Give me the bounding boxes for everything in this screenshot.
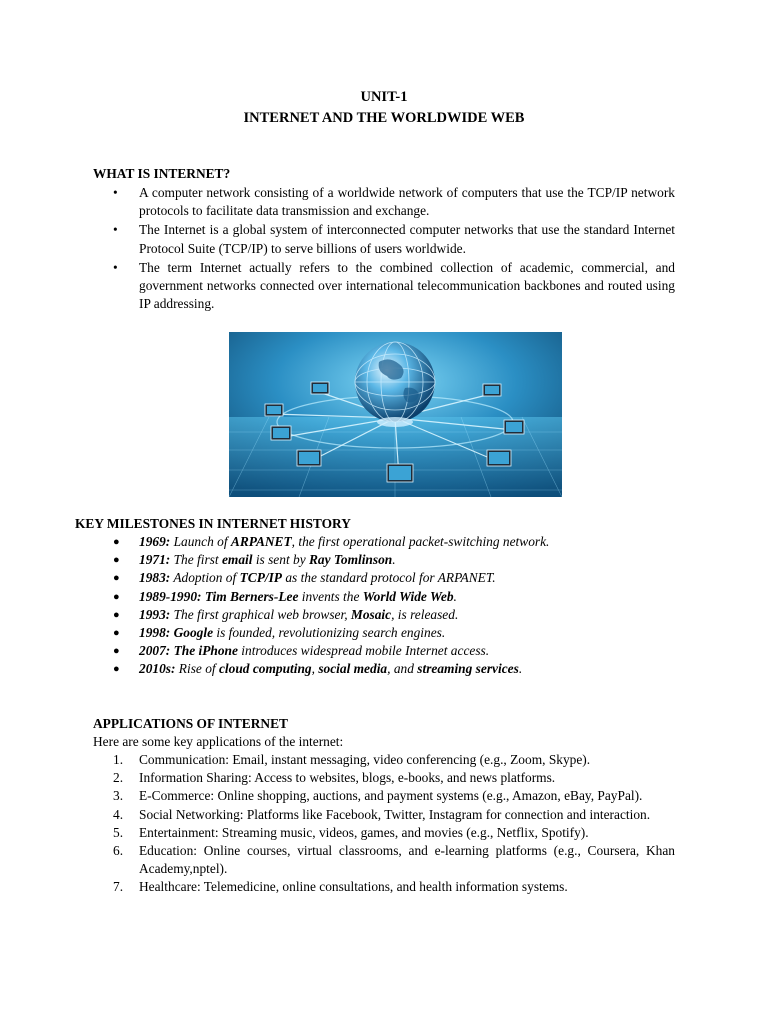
list-item xyxy=(93,533,653,551)
list-item xyxy=(93,769,675,787)
milestone-highlight: email xyxy=(221,552,253,568)
list-item xyxy=(93,221,675,257)
bullet-icon: ● xyxy=(113,645,120,658)
milestone-text: as the standard protocol for ARPANET. xyxy=(281,570,496,586)
milestone-text: invents the xyxy=(298,588,363,604)
section-heading-key-milestones: KEY MILESTONES IN INTERNET HISTORY xyxy=(75,516,351,531)
list-item-text: Healthcare: Telemedicine, online consultations, and health information systems. xyxy=(139,879,568,895)
bullet-icon: • xyxy=(113,259,118,275)
milestone-highlight: cloud computing xyxy=(218,661,312,677)
list-item xyxy=(93,606,653,624)
milestone-highlight: streaming services xyxy=(417,661,519,677)
page-title: INTERNET AND THE WORLDWIDE WEB xyxy=(243,110,525,126)
milestone-year: 1989-1990: Tim Berners-Lee xyxy=(139,588,299,604)
bullet-icon: ● xyxy=(113,572,120,585)
milestone-text: , the first operational packet-switching network. xyxy=(291,534,550,549)
milestone-text: The first graphical web browser, xyxy=(170,606,351,622)
applications-list xyxy=(93,751,675,897)
milestone-text: is founded, revolutionizing search engines. xyxy=(213,625,446,641)
list-item xyxy=(93,259,675,314)
list-number: 2. xyxy=(113,770,124,786)
milestone-text: . xyxy=(453,588,457,604)
applications-intro: Here are some key applications of the internet: xyxy=(93,734,344,749)
milestone-highlight: social media xyxy=(318,661,388,677)
milestone-year: 1998: Google xyxy=(139,625,214,641)
list-item-text: The Internet is a global system of interconnected computer networks that use the standard Internet Protocol Suite (TCP/IP) to serve billions of users worldwide. xyxy=(139,222,675,256)
bullet-icon: • xyxy=(113,222,118,238)
list-item xyxy=(93,624,653,642)
list-item xyxy=(93,878,675,896)
milestones-list xyxy=(93,533,653,679)
section-heading-what-is-internet: WHAT IS INTERNET? xyxy=(93,166,231,181)
milestone-year: 1969: xyxy=(139,534,171,549)
globe-network-icon xyxy=(229,332,562,497)
what-is-internet-list xyxy=(93,184,675,314)
list-item xyxy=(93,842,675,878)
list-item xyxy=(93,806,675,824)
milestone-text: , xyxy=(311,661,319,677)
bullet-icon: ● xyxy=(113,627,120,640)
milestone-text: . xyxy=(392,552,396,568)
list-number: 3. xyxy=(113,788,124,804)
list-item xyxy=(93,824,675,842)
milestone-year: 2010s: xyxy=(139,661,176,677)
list-item-text: Social Networking: Platforms like Facebook, Twitter, Instagram for connection and interaction. xyxy=(139,806,651,822)
list-item xyxy=(93,787,675,805)
milestone-highlight: ARPANET xyxy=(230,534,292,549)
milestone-year: 1993: xyxy=(139,606,171,622)
bullet-icon: • xyxy=(113,185,118,200)
list-number: 5. xyxy=(113,824,124,840)
list-item-text: Education: Online courses, virtual classrooms, and e-learning platforms (e.g., Coursera, Khan Academy,nptel). xyxy=(139,843,675,877)
milestone-year: 1983: xyxy=(139,570,171,586)
list-number: 6. xyxy=(113,843,124,859)
milestone-highlight: Ray Tomlinson xyxy=(309,552,393,568)
milestone-highlight: Mosaic xyxy=(350,606,392,622)
milestone-highlight: TCP/IP xyxy=(239,570,282,586)
bullet-icon: ● xyxy=(113,536,120,548)
list-item-text: The term Internet actually refers to the combined collection of academic, commercial, and government networks connected over international telecommunication backbones and routed using IP addressing. xyxy=(139,259,675,312)
milestone-text: introduces widespread mobile Internet access. xyxy=(237,643,490,659)
milestone-text: Rise of xyxy=(175,661,219,677)
list-item xyxy=(93,751,675,769)
list-item-text: E-Commerce: Online shopping, auctions, and payment systems (e.g., Amazon, eBay, PayPal). xyxy=(139,788,643,804)
unit-label: UNIT-1 xyxy=(360,89,408,105)
milestone-text: , is released. xyxy=(391,606,459,622)
milestone-text: Adoption of xyxy=(170,570,240,586)
bullet-icon: ● xyxy=(113,590,120,603)
bullet-icon: ● xyxy=(113,608,120,621)
list-item-text: Communication: Email, instant messaging, video conferencing (e.g., Zoom, Skype). xyxy=(139,752,591,767)
milestone-text: . xyxy=(518,661,523,677)
list-number: 4. xyxy=(113,806,124,822)
bullet-icon: ● xyxy=(113,554,120,567)
milestone-text: The first xyxy=(170,552,222,568)
milestone-highlight: World Wide Web xyxy=(362,588,454,604)
list-item xyxy=(93,642,653,660)
milestone-year: 2007: The iPhone xyxy=(139,643,238,659)
bullet-icon: ● xyxy=(113,663,120,676)
list-item xyxy=(93,588,653,606)
list-item xyxy=(93,184,675,220)
list-item-text: Entertainment: Streaming music, videos, games, and movies (e.g., Netflix, Spotify). xyxy=(139,824,589,840)
milestone-year: 1971: xyxy=(139,552,171,568)
list-item xyxy=(93,660,653,678)
list-item-text: Information Sharing: Access to websites, blogs, e-books, and news platforms. xyxy=(139,770,556,786)
list-number: 1. xyxy=(113,752,124,767)
list-item xyxy=(93,551,653,569)
list-item xyxy=(93,569,653,587)
milestone-text: Launch of xyxy=(170,534,231,549)
milestone-text: is sent by xyxy=(252,552,309,568)
milestone-text: , and xyxy=(387,661,418,677)
list-item-text: A computer network consisting of a worldwide network of computers that use the TCP/IP network protocols to facilitate data transmission and exchange. xyxy=(139,185,675,219)
list-number: 7. xyxy=(113,879,124,895)
section-heading-applications: APPLICATIONS OF INTERNET xyxy=(93,716,288,731)
globe-network-illustration xyxy=(229,332,562,497)
